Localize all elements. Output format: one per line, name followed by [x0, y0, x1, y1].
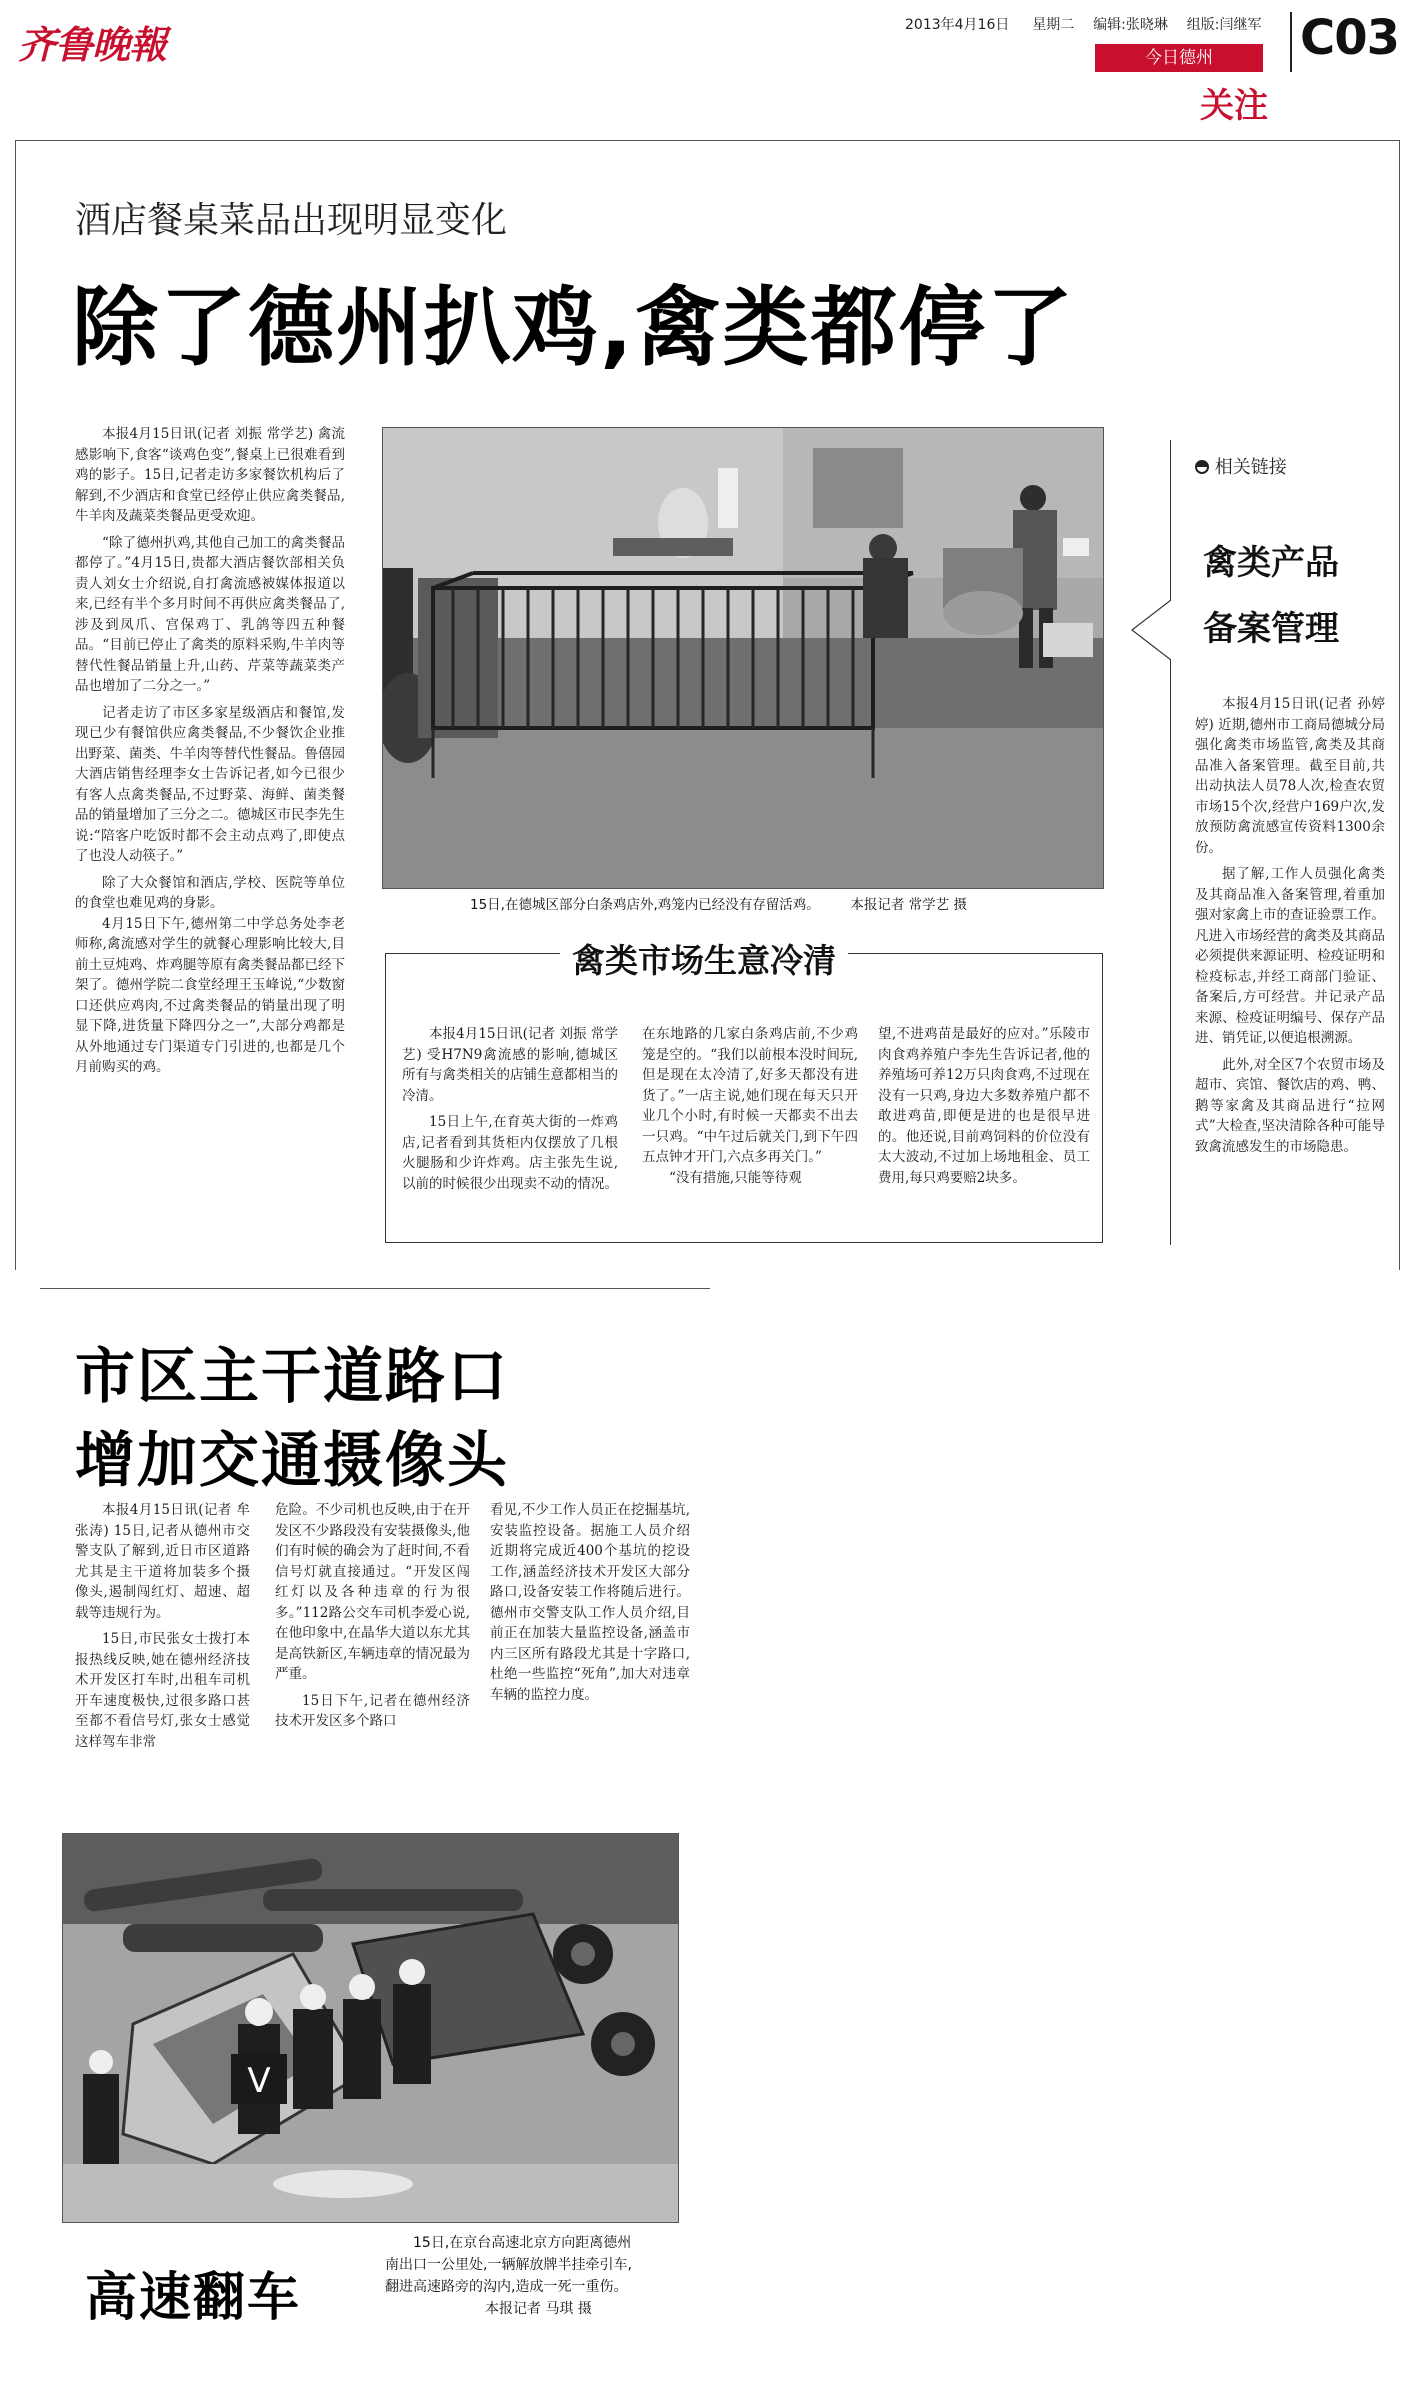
sub-article-col1: [402, 1024, 618, 1194]
sidebar-frame: [1170, 440, 1171, 1245]
section-name: 关注: [1200, 86, 1268, 126]
section-tab: 今日德州: [1095, 44, 1263, 72]
sidebar-paragraph: 据了解,工作人员强化禽类及其商品准入备案管理,着重加强对家禽上市的查证验票工作。凡进入市场经营的禽类及其商品必须提供来源证明、检疫证明和检疫标志,并经工商部门验证、备案后,方可经营。并记录产品来源、检疫证明编号、保存产品进、销凭证,以便追根溯源。: [1195, 866, 1385, 1046]
article2-col1: [75, 1500, 250, 1752]
article1-paragraph: 本报4月15日讯(记者 刘振 常学艺) 禽流感影响下,食客“谈鸡色变”,餐桌上已很难看到鸡的影子。15日,记者走访多家餐饮机构后了解到,不少酒店和食堂已经停止供应禽类餐品,牛羊肉及蔬菜类餐品更受欢迎。: [75, 426, 345, 524]
sub-paragraph: 在东地路的几家白条鸡店前,不少鸡笼是空的。“我们以前根本没时间玩,但是现在太冷清了,好多天都没有进货了。”一店主说,她们现在每天只开业几个小时,有时候一天都卖不出去一只鸡。“中午过后就关门,到下午四五点钟才开门,六点多再关门。”: [642, 1026, 858, 1165]
sub-article-col2: [642, 1024, 858, 1188]
chicken-cage-photo: [382, 427, 1104, 889]
editor-credit: 编辑:张晓琳: [1093, 17, 1168, 33]
article3-caption: [385, 2232, 685, 2320]
sub-paragraph: 本报4月15日讯(记者 刘振 常学艺) 受H7N9禽流感的影响,德城区所有与禽类相关的店铺生意都相当的冷清。: [402, 1026, 618, 1104]
article3-headline: 高速翻车: [85, 2268, 302, 2328]
vest-mark: V: [247, 2061, 271, 2101]
article2-col3: [490, 1500, 690, 1705]
caption-credit: 本报记者 马琪 摄: [485, 2301, 592, 2317]
masthead-divider: [1290, 12, 1292, 72]
sidebar-paragraph: 此外,对全区7个农贸市场及超市、宾馆、餐饮店的鸡、鸭、鹅等家禽及其商品进行“拉网式”大检查,坚决清除各种可能导致禽流感发生的市场隐患。: [1195, 1056, 1385, 1155]
sidebar-title-line: 禽类产品: [1203, 543, 1339, 583]
issue-date: 2013年4月16日: [905, 17, 1010, 33]
article1-paragraph: 4月15日下午,德州第二中学总务处李老师称,禽流感对学生的就餐心理影响比较大,目前土豆炖鸡、炸鸡腿等原有禽类餐品都已经下架了。德州学院二食堂经理王玉峰说,“少数窗口还供应鸡肉,不过禽类餐品的销量出现了明显下降,进货量下降四分之一”,大部分鸡都是从外地通过专门渠道专门引进的,也都是几个月前购买的鸡。: [75, 915, 345, 1075]
article2-headline: [75, 1335, 509, 1503]
caption-line: 南出口一公里处,一辆解放牌半挂牵引车,: [385, 2257, 632, 2273]
sidebar-body: [1195, 694, 1385, 1157]
article2-paragraph: 本报4月15日讯(记者 牟张涛) 15日,记者从德州市交警支队了解到,近日市区道路尤其是主干道将加装多个摄像头,遏制闯红灯、超速、超载等违规行为。: [75, 1502, 250, 1621]
article1-body: [75, 424, 345, 1078]
sub-article-col3: [878, 1024, 1090, 1188]
article1-paragraph: “除了德州扒鸡,其他自己加工的禽类餐品都停了。”4月15日,贵都大酒店餐饮部相关负责人刘女士介绍说,自打禽流感被媒体报道以来,已经有半个多月时间不再供应禽类餐品了,涉及到凤爪、宫保鸡丁、乳鸽等四五种餐品。“目前已停止了禽类的原料采购,牛羊肉等替代性餐品销量上升,山药、芹菜等蔬菜类产品也增加了二分之一。”: [75, 534, 345, 694]
link-icon: [1195, 460, 1209, 474]
issue-info: [905, 14, 1262, 34]
chicken-photo-caption: 15日,在德城区部分白条鸡店外,鸡笼内已经没有存留活鸡。 本报记者 常学艺 摄: [470, 897, 967, 913]
article1-kicker: 酒店餐桌菜品出现明显变化: [75, 200, 508, 241]
paper-logo: 齐鲁晚報: [18, 22, 167, 67]
sub-headline: 禽类市场生意冷清: [560, 935, 848, 982]
chicken-photo-credit: 本报记者 常学艺 摄: [850, 897, 967, 913]
sub-paragraph: 15日上午,在育英大街的一炸鸡店,记者看到其货柜内仅摆放了几根火腿肠和少许炸鸡。店主张先生说,以前的时候很少出现卖不动的情况。: [402, 1114, 618, 1192]
sidebar-paragraph: 本报4月15日讯(记者 孙婷婷) 近期,德州市工商局德城分局强化禽类市场监管,禽类及其商品准入备案管理。截至目前,共出动执法人员78人次,检查农贸市场15个次,经营户169户次,发放预防禽流感宣传资料1300余份。: [1195, 696, 1385, 856]
article2-paragraph: 15日,市民张女士拨打本报热线反映,她在德州经济技术开发区打车时,出租车司机开车速度极快,过很多路口甚至都不看信号灯,张女士感觉这样驾车非常: [75, 1631, 250, 1750]
sidebar-title-line: 备案管理: [1203, 609, 1339, 649]
article2-paragraph: 15日下午,记者在德州经济技术开发区多个路口: [275, 1692, 470, 1729]
photo-illustration: [63, 1834, 678, 2222]
article1-paragraph: 记者走访了市区多家星级酒店和餐馆,发现已少有餐馆供应禽类餐品,不少餐饮企业推出野菜、菌类、牛羊肉等替代性餐品。鲁僖园大酒店销售经理李女士告诉记者,如今已很少有客人点禽类餐品,不过野菜、海鲜、菌类餐品的销量增加了三分之二。德城区市民李先生说:“陪客户吃饭时都不会主动点鸡了,即使点了也没人动筷子。”: [75, 704, 345, 864]
page-number: C03: [1300, 10, 1400, 66]
article2-headline-line: 增加交通摄像头: [75, 1426, 509, 1496]
article2-headline-line: 市区主干道路口: [75, 1342, 509, 1412]
sub-paragraph: 望,不进鸡苗是最好的应对。”乐陵市肉食鸡养殖户李先生告诉记者,他的养殖场可养12万只肉食鸡,不过现在没有一只鸡,身边大多数养殖户都不敢进鸡苗,即便是进的也是很早进的。他还说,目前鸡饲料的价位没有太大波动,不过加上场地租金、员工费用,每只鸡要赔2块多。: [878, 1026, 1090, 1186]
article2-col2: [275, 1500, 470, 1732]
sidebar-title: [1203, 530, 1339, 662]
article1-headline: 除了德州扒鸡,禽类都停了: [72, 278, 1075, 378]
article2-paragraph: 看见,不少工作人员正在挖掘基坑,安装监控设备。据施工人员介绍近期将完成近400个基坑的挖设工作,涵盖经济技术开发区大部分路口,设备安装工作将随后进行。德州市交警支队工作人员介绍,目前正在加装大量监控设备,涵盖市内三区所有路段尤其是十字路口,杜绝一些监控“死角”,加大对违章车辆的监控力度。: [490, 1502, 690, 1703]
article1-paragraph: 除了大众餐馆和酒店,学校、医院等单位的食堂也难见鸡的身影。: [75, 874, 345, 911]
caption-line: 15日,在京台高速北京方向距离德州: [413, 2235, 632, 2251]
truck-accident-photo: [62, 1833, 679, 2223]
layout-credit: 组版:闫继军: [1186, 17, 1262, 33]
sidebar-pointer: [1131, 600, 1171, 660]
sidebar-link-label: 相关链接: [1195, 453, 1287, 479]
caption-line: 翻进高速路旁的沟内,造成一死一重伤。: [385, 2279, 628, 2295]
sub-paragraph: “没有措施,只能等待观: [669, 1169, 802, 1186]
issue-weekday: 星期二: [1032, 17, 1075, 33]
section-divider: [40, 1288, 710, 1289]
photo-illustration: [383, 428, 1103, 888]
article2-paragraph: 危险。不少司机也反映,由于在开发区不少路段没有安装摄像头,他们有时候的确会为了赶时间,不看信号灯就直接通过。“开发区闯红灯以及各种违章的行为很多。”112路公交车司机李爱心说,在他印象中,在晶华大道以东尤其是高铁新区,车辆违章的情况最为严重。: [275, 1502, 470, 1682]
